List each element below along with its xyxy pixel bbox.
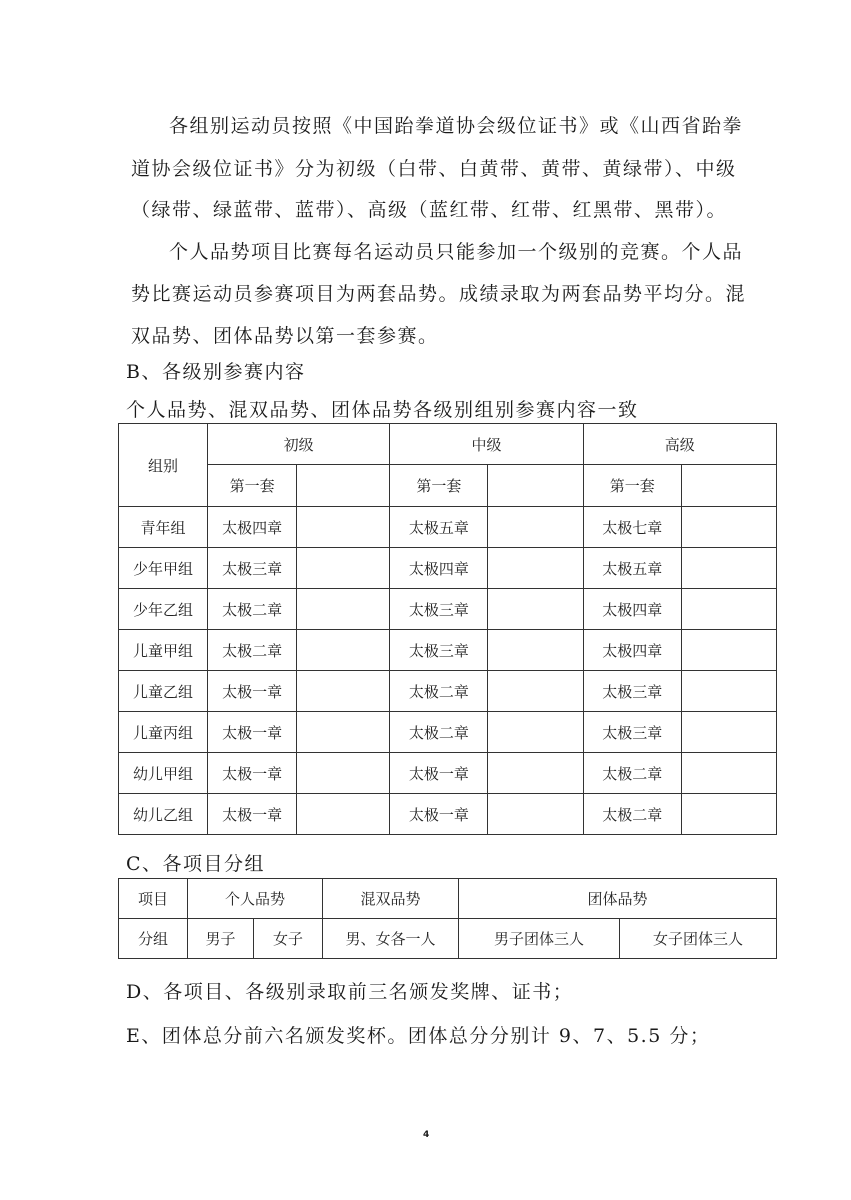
group-cell: 青年组: [119, 507, 208, 548]
empty-cell: [297, 753, 390, 794]
form-cell: 太极三章: [583, 671, 681, 712]
table-row: [119, 753, 777, 794]
form-cell: 太极五章: [390, 507, 488, 548]
empty-cell: [488, 465, 583, 507]
form-cell: 太极一章: [390, 794, 488, 835]
empty-cell: [681, 465, 776, 507]
empty-cell: [488, 589, 583, 630]
empty-cell: [297, 794, 390, 835]
table-row: [119, 712, 777, 753]
page-number: 4: [423, 1130, 430, 1140]
form-cell: 太极一章: [390, 753, 488, 794]
subheader-cell: 第一套: [583, 465, 681, 507]
empty-cell: [297, 712, 390, 753]
form-cell: 太极四章: [390, 548, 488, 589]
empty-cell: [297, 630, 390, 671]
paragraph-line-3: （绿带、绿蓝带、蓝带）、高级（蓝红带、红带、红黑带、黑带）。: [131, 199, 728, 221]
paragraph-line-5: 势比赛运动员参赛项目为两套品势。成绩录取为两套品势平均分。混: [131, 283, 747, 305]
form-cell: 太极一章: [208, 753, 297, 794]
section-d-text: D、各项目、各级别录取前三名颁发奖牌、证书；: [126, 981, 574, 1003]
empty-cell: [297, 465, 390, 507]
form-cell: 太极二章: [208, 630, 297, 671]
level-header-advanced: 高级: [583, 424, 776, 465]
level-header-beginner: 初级: [208, 424, 390, 465]
form-cell: 太极一章: [208, 712, 297, 753]
group-cell: 儿童乙组: [119, 671, 208, 712]
empty-cell: [488, 753, 583, 794]
section-e-text: E、团体总分前六名颁发奖杯。团体总分分别计 9、7、5.5 分；: [126, 1025, 711, 1047]
division-cell: 男子: [188, 919, 254, 959]
table-row: [119, 630, 777, 671]
event-individual-cell: 个人品势: [188, 879, 323, 919]
subheader-cell: 第一套: [390, 465, 488, 507]
empty-cell: [681, 630, 776, 671]
empty-cell: [488, 548, 583, 589]
group-cell: 幼儿甲组: [119, 753, 208, 794]
paragraph-line-4: 个人品势项目比赛每名运动员只能参加一个级别的竞赛。个人品: [169, 241, 744, 263]
empty-cell: [297, 507, 390, 548]
form-cell: 太极二章: [208, 589, 297, 630]
form-cell: 太极三章: [208, 548, 297, 589]
form-cell: 太极二章: [583, 794, 681, 835]
form-cell: 太极四章: [583, 630, 681, 671]
event-header-cell: 项目: [119, 879, 188, 919]
form-cell: 太极一章: [208, 671, 297, 712]
empty-cell: [681, 794, 776, 835]
form-cell: 太极四章: [208, 507, 297, 548]
division-cell: 男子团体三人: [459, 919, 620, 959]
form-cell: 太极二章: [390, 671, 488, 712]
form-cell: 太极三章: [390, 630, 488, 671]
section-b-subheading: 个人品势、混双品势、团体品势各级别组别参赛内容一致: [126, 399, 639, 421]
empty-cell: [681, 589, 776, 630]
form-cell: 太极三章: [583, 712, 681, 753]
form-cell: 太极五章: [583, 548, 681, 589]
empty-cell: [488, 671, 583, 712]
table-subheader-row: [119, 465, 777, 507]
subheader-cell: 第一套: [208, 465, 297, 507]
group-cell: 儿童甲组: [119, 630, 208, 671]
form-cell: 太极四章: [583, 589, 681, 630]
form-cell: 太极一章: [208, 794, 297, 835]
empty-cell: [681, 753, 776, 794]
form-cell: 太极二章: [390, 712, 488, 753]
division-cell: 男、女各一人: [323, 919, 459, 959]
table-row: [119, 919, 777, 959]
event-group-table: [118, 878, 777, 959]
table-row: [119, 589, 777, 630]
group-cell: 儿童丙组: [119, 712, 208, 753]
paragraph-line-6: 双品势、团体品势以第一套参赛。: [131, 325, 439, 347]
empty-cell: [297, 589, 390, 630]
empty-cell: [488, 794, 583, 835]
table-row: [119, 507, 777, 548]
form-cell: 太极七章: [583, 507, 681, 548]
table-header-row: [119, 879, 777, 919]
empty-cell: [488, 712, 583, 753]
empty-cell: [297, 548, 390, 589]
event-team-cell: 团体品势: [459, 879, 777, 919]
section-c-heading: C、各项目分组: [126, 853, 266, 875]
group-cell: 少年乙组: [119, 589, 208, 630]
empty-cell: [681, 548, 776, 589]
event-mixed-pair-cell: 混双品势: [323, 879, 459, 919]
empty-cell: [488, 630, 583, 671]
table-row: [119, 671, 777, 712]
empty-cell: [681, 712, 776, 753]
empty-cell: [297, 671, 390, 712]
paragraph-line-1: 各组别运动员按照《中国跆拳道协会级位证书》或《山西省跆拳: [169, 115, 744, 137]
table-row: [119, 794, 777, 835]
division-cell: 女子团体三人: [620, 919, 777, 959]
empty-cell: [681, 671, 776, 712]
paragraph-line-2: 道协会级位证书》分为初级（白带、白黄带、黄带、黄绿带）、中级: [131, 158, 737, 180]
group-cell: 幼儿乙组: [119, 794, 208, 835]
form-cell: 太极二章: [583, 753, 681, 794]
level-content-table: [118, 423, 777, 835]
empty-cell: [681, 507, 776, 548]
table-header-row: [119, 424, 777, 465]
form-cell: 太极三章: [390, 589, 488, 630]
level-header-intermediate: 中级: [390, 424, 583, 465]
group-header-cell: 组别: [119, 424, 208, 507]
division-header-cell: 分组: [119, 919, 188, 959]
table-row: [119, 548, 777, 589]
division-cell: 女子: [254, 919, 323, 959]
group-cell: 少年甲组: [119, 548, 208, 589]
empty-cell: [488, 507, 583, 548]
section-b-heading: B、各级别参赛内容: [126, 361, 306, 383]
